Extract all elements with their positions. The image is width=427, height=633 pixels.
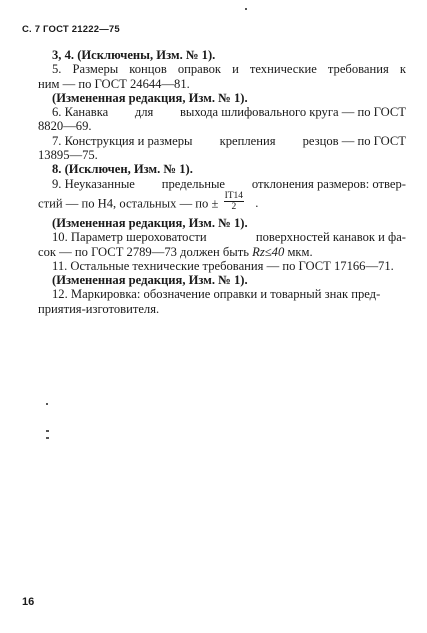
item-6-segment: для	[134, 105, 154, 120]
roughness-value: Rz≤40	[252, 244, 285, 259]
page-header: С. 7 ГОСТ 21222—75	[22, 24, 120, 35]
item-10-segment: 10. Параметр шероховатости	[52, 230, 207, 245]
fraction-denominator: 2	[231, 201, 237, 212]
scan-speck	[46, 403, 48, 405]
tolerance-fraction	[224, 191, 244, 212]
item-6-segment: 6. Канавка	[52, 105, 109, 120]
item-5-word: оправок	[177, 62, 222, 77]
item-9-segment: отклонения размеров: отвер-	[251, 176, 406, 191]
item-10-line-1	[38, 230, 406, 244]
item-10-unit: мкм.	[287, 244, 313, 259]
item-7-line-2: 13895—75.	[38, 148, 98, 163]
item-5-line-2: ним — по ГОСТ 24644—81.	[38, 76, 190, 91]
item-10-line-2	[38, 245, 406, 259]
item-9-line-2	[38, 190, 406, 215]
item-6-line-1	[38, 105, 406, 119]
scan-speck	[46, 430, 49, 432]
item-7-segment: резцов — по ГОСТ	[302, 133, 406, 148]
item-5-word: Размеры	[72, 62, 119, 77]
revision-note: (Измененная редакция, Изм. № 1).	[52, 273, 248, 288]
item-9-segment: 9. Неуказанные	[52, 176, 135, 191]
item-10-text: сок — по ГОСТ 2789—73 должен быть	[38, 244, 250, 259]
item-10-segment: поверхностей канавок и фа-	[255, 230, 406, 245]
item-5-word: и	[232, 62, 239, 77]
item-5-word: концов	[129, 62, 167, 77]
item-12-line-2: приятия-изготовителя.	[38, 301, 160, 316]
item-6-line-2: 8820—69.	[38, 119, 92, 134]
item-7-line-1	[38, 134, 406, 148]
item-11: 11. Остальные технические требования — по ГОСТ 17166—71.	[52, 258, 394, 273]
scan-speck	[46, 437, 49, 439]
item-3-4: 3, 4. (Исключены, Изм. № 1).	[52, 48, 216, 62]
item-5-word: требования	[327, 62, 389, 77]
item-9-period: .	[255, 196, 259, 211]
page-number: 16	[22, 596, 35, 608]
item-9-tolerance-text: стий — по Н4, остальных — по ±	[38, 196, 219, 211]
revision-note: (Измененная редакция, Изм. № 1).	[52, 215, 248, 230]
item-7-segment: крепления	[219, 133, 276, 148]
item-5-word: технические	[249, 62, 317, 77]
item-5-word: к	[399, 62, 406, 77]
item-12-line-1: 12. Маркировка: обозначение оправки и товарный знак пред-	[52, 287, 381, 302]
item-7-segment: 7. Конструкция и размеры	[52, 133, 193, 148]
document-body	[38, 48, 406, 316]
item-5-line-1	[38, 62, 406, 76]
fraction-numerator: IT14	[224, 190, 244, 201]
item-8: 8. (Исключен, Изм. № 1).	[52, 162, 193, 177]
revision-note: (Измененная редакция, Изм. № 1).	[52, 90, 248, 105]
item-9-line-1	[38, 177, 406, 191]
item-6-segment: выхода шлифовального круга — по ГОСТ	[179, 105, 406, 120]
item-9-segment: предельные	[161, 176, 226, 191]
item-5-word: 5.	[52, 62, 62, 77]
scan-speck	[245, 8, 247, 10]
